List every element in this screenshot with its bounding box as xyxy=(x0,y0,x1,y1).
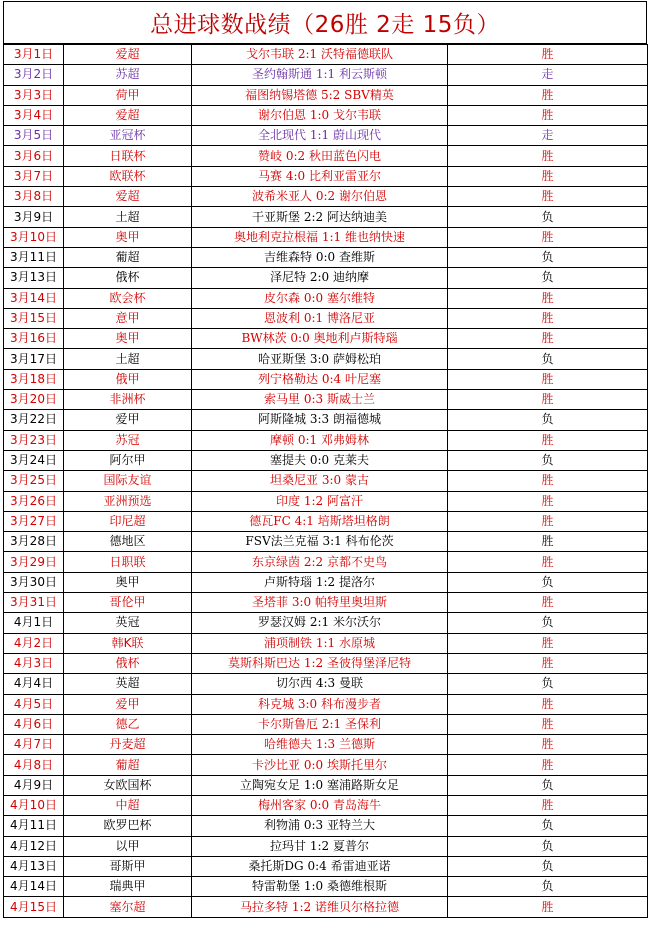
league-cell: 英冠 xyxy=(64,613,192,633)
result-cell: 胜 xyxy=(448,369,648,389)
match-cell: 赞岐 0:2 秋田蓝色闪电 xyxy=(192,146,448,166)
match-cell: 切尔西 4:3 曼联 xyxy=(192,674,448,694)
result-cell: 胜 xyxy=(448,755,648,775)
table-row xyxy=(4,775,648,795)
date-cell: 4月15日 xyxy=(4,897,64,917)
table-row xyxy=(4,207,648,227)
league-cell: 爱超 xyxy=(64,45,192,65)
match-cell: 皮尔森 0:0 塞尔维特 xyxy=(192,288,448,308)
match-cell: 东京绿茵 2:2 京都不史鸟 xyxy=(192,552,448,572)
result-cell: 胜 xyxy=(448,593,648,613)
table-row xyxy=(4,329,648,349)
match-cell: 桑托斯DG 0:4 希雷迪亚诺 xyxy=(192,856,448,876)
result-cell: 负 xyxy=(448,349,648,369)
table-row xyxy=(4,735,648,755)
date-cell: 3月13日 xyxy=(4,268,64,288)
date-cell: 4月14日 xyxy=(4,877,64,897)
result-cell: 胜 xyxy=(448,694,648,714)
date-cell: 3月1日 xyxy=(4,45,64,65)
match-cell: 马赛 4:0 比利亚雷亚尔 xyxy=(192,166,448,186)
date-cell: 3月5日 xyxy=(4,126,64,146)
date-cell: 4月7日 xyxy=(4,735,64,755)
date-cell: 4月12日 xyxy=(4,836,64,856)
result-cell: 胜 xyxy=(448,897,648,917)
result-cell: 负 xyxy=(448,410,648,430)
match-cell: BW林茨 0:0 奥地利卢斯特瑙 xyxy=(192,329,448,349)
result-cell: 胜 xyxy=(448,105,648,125)
result-cell: 走 xyxy=(448,65,648,85)
league-cell: 荷甲 xyxy=(64,85,192,105)
result-cell: 胜 xyxy=(448,329,648,349)
date-cell: 3月10日 xyxy=(4,227,64,247)
match-cell: 德瓦FC 4:1 培斯塔坦格朗 xyxy=(192,511,448,531)
result-cell: 负 xyxy=(448,877,648,897)
league-cell: 爱甲 xyxy=(64,694,192,714)
table-row xyxy=(4,532,648,552)
match-cell: 立陶宛女足 1:0 塞浦路斯女足 xyxy=(192,775,448,795)
league-cell: 苏超 xyxy=(64,65,192,85)
match-cell: 坦桑尼亚 3:0 蒙古 xyxy=(192,471,448,491)
league-cell: 英超 xyxy=(64,674,192,694)
table-row xyxy=(4,795,648,815)
table-row xyxy=(4,674,648,694)
result-cell: 胜 xyxy=(448,390,648,410)
match-cell: 阿斯隆城 3:3 朗福德城 xyxy=(192,410,448,430)
result-cell: 走 xyxy=(448,126,648,146)
date-cell: 3月6日 xyxy=(4,146,64,166)
table-row xyxy=(4,552,648,572)
result-cell: 胜 xyxy=(448,511,648,531)
league-cell: 亚洲预选 xyxy=(64,491,192,511)
date-cell: 3月18日 xyxy=(4,369,64,389)
league-cell: 女欧国杯 xyxy=(64,775,192,795)
table-row xyxy=(4,187,648,207)
league-cell: 非洲杯 xyxy=(64,390,192,410)
league-cell: 国际友谊 xyxy=(64,471,192,491)
table-row xyxy=(4,755,648,775)
date-cell: 3月25日 xyxy=(4,471,64,491)
table-row xyxy=(4,836,648,856)
date-cell: 3月27日 xyxy=(4,511,64,531)
match-cell: 恩波利 0:1 博洛尼亚 xyxy=(192,308,448,328)
table-row xyxy=(4,471,648,491)
result-cell: 胜 xyxy=(448,166,648,186)
match-cell: 福图纳锡塔德 5:2 SBV精英 xyxy=(192,85,448,105)
date-cell: 4月2日 xyxy=(4,633,64,653)
league-cell: 欧会杯 xyxy=(64,288,192,308)
date-cell: 4月4日 xyxy=(4,674,64,694)
date-cell: 3月7日 xyxy=(4,166,64,186)
match-cell: 卢斯特瑙 1:2 提洛尔 xyxy=(192,572,448,592)
results-table-body xyxy=(4,45,648,918)
date-cell: 3月14日 xyxy=(4,288,64,308)
match-cell: 利物浦 0:3 亚特兰大 xyxy=(192,816,448,836)
table-row xyxy=(4,877,648,897)
result-cell: 胜 xyxy=(448,146,648,166)
match-cell: 戈尔韦联 2:1 沃特福德联队 xyxy=(192,45,448,65)
table-row xyxy=(4,613,648,633)
table-row xyxy=(4,511,648,531)
match-cell: 圣塔菲 3:0 帕特里奥坦斯 xyxy=(192,593,448,613)
league-cell: 塞尔超 xyxy=(64,897,192,917)
date-cell: 3月20日 xyxy=(4,390,64,410)
match-cell: 卡沙比亚 0:0 埃斯托里尔 xyxy=(192,755,448,775)
table-row xyxy=(4,288,648,308)
table-row xyxy=(4,247,648,267)
date-cell: 3月17日 xyxy=(4,349,64,369)
result-cell: 负 xyxy=(448,207,648,227)
date-cell: 4月13日 xyxy=(4,856,64,876)
league-cell: 日联杯 xyxy=(64,146,192,166)
result-cell: 胜 xyxy=(448,227,648,247)
date-cell: 3月28日 xyxy=(4,532,64,552)
league-cell: 欧联杯 xyxy=(64,166,192,186)
table-row xyxy=(4,45,648,65)
match-cell: 索马里 0:3 斯威士兰 xyxy=(192,390,448,410)
results-sheet xyxy=(3,1,647,918)
league-cell: 土超 xyxy=(64,207,192,227)
date-cell: 3月8日 xyxy=(4,187,64,207)
date-cell: 3月30日 xyxy=(4,572,64,592)
table-row xyxy=(4,349,648,369)
match-cell: 马拉多特 1:2 诺维贝尔格拉德 xyxy=(192,897,448,917)
league-cell: 日职联 xyxy=(64,552,192,572)
date-cell: 3月16日 xyxy=(4,329,64,349)
match-cell: 列宁格勒达 0:4 叶尼塞 xyxy=(192,369,448,389)
league-cell: 德乙 xyxy=(64,714,192,734)
date-cell: 3月11日 xyxy=(4,247,64,267)
result-cell: 负 xyxy=(448,836,648,856)
league-cell: 爱甲 xyxy=(64,410,192,430)
result-cell: 负 xyxy=(448,816,648,836)
page-title: 总进球数战绩（26胜 2走 15负） xyxy=(3,1,647,44)
league-cell: 德地区 xyxy=(64,532,192,552)
table-row xyxy=(4,126,648,146)
result-cell: 胜 xyxy=(448,633,648,653)
table-row xyxy=(4,856,648,876)
result-cell: 胜 xyxy=(448,187,648,207)
date-cell: 3月26日 xyxy=(4,491,64,511)
match-cell: 摩顿 0:1 邓弗姆林 xyxy=(192,430,448,450)
match-cell: 圣约翰斯通 1:1 利云斯顿 xyxy=(192,65,448,85)
league-cell: 韩K联 xyxy=(64,633,192,653)
date-cell: 4月9日 xyxy=(4,775,64,795)
league-cell: 意甲 xyxy=(64,308,192,328)
league-cell: 阿尔甲 xyxy=(64,450,192,470)
league-cell: 葡超 xyxy=(64,247,192,267)
table-row xyxy=(4,166,648,186)
league-cell: 中超 xyxy=(64,795,192,815)
match-cell: 哈维德夫 1:3 兰德斯 xyxy=(192,735,448,755)
match-cell: 哈亚斯堡 3:0 萨姆松珀 xyxy=(192,349,448,369)
date-cell: 4月8日 xyxy=(4,755,64,775)
match-cell: 波希米亚人 0:2 谢尔伯恩 xyxy=(192,187,448,207)
match-cell: 吉维森特 0:0 查维斯 xyxy=(192,247,448,267)
table-row xyxy=(4,268,648,288)
match-cell: 罗瑟汉姆 2:1 米尔沃尔 xyxy=(192,613,448,633)
date-cell: 3月24日 xyxy=(4,450,64,470)
match-cell: 科克城 3:0 科布漫步者 xyxy=(192,694,448,714)
table-row xyxy=(4,227,648,247)
table-row xyxy=(4,897,648,917)
match-cell: 梅州客家 0:0 青岛海牛 xyxy=(192,795,448,815)
result-cell: 负 xyxy=(448,247,648,267)
match-cell: 浦项制铁 1:1 水原城 xyxy=(192,633,448,653)
result-cell: 胜 xyxy=(448,532,648,552)
league-cell: 爱超 xyxy=(64,105,192,125)
result-cell: 胜 xyxy=(448,308,648,328)
result-cell: 负 xyxy=(448,268,648,288)
match-cell: 谢尔伯恩 1:0 戈尔韦联 xyxy=(192,105,448,125)
match-cell: 全北现代 1:1 蔚山现代 xyxy=(192,126,448,146)
league-cell: 亚冠杯 xyxy=(64,126,192,146)
date-cell: 3月15日 xyxy=(4,308,64,328)
table-row xyxy=(4,390,648,410)
results-table xyxy=(3,44,648,918)
table-row xyxy=(4,653,648,673)
result-cell: 胜 xyxy=(448,471,648,491)
table-row xyxy=(4,572,648,592)
table-row xyxy=(4,633,648,653)
table-row xyxy=(4,816,648,836)
result-cell: 负 xyxy=(448,572,648,592)
result-cell: 负 xyxy=(448,674,648,694)
table-row xyxy=(4,308,648,328)
result-cell: 负 xyxy=(448,613,648,633)
date-cell: 4月6日 xyxy=(4,714,64,734)
result-cell: 胜 xyxy=(448,653,648,673)
result-cell: 负 xyxy=(448,856,648,876)
date-cell: 3月9日 xyxy=(4,207,64,227)
match-cell: 塞提夫 0:0 克莱夫 xyxy=(192,450,448,470)
match-cell: 特雷勒堡 1:0 桑德维根斯 xyxy=(192,877,448,897)
table-row xyxy=(4,430,648,450)
league-cell: 哥斯甲 xyxy=(64,856,192,876)
league-cell: 奥甲 xyxy=(64,227,192,247)
table-row xyxy=(4,146,648,166)
date-cell: 3月4日 xyxy=(4,105,64,125)
date-cell: 3月29日 xyxy=(4,552,64,572)
table-row xyxy=(4,410,648,430)
result-cell: 胜 xyxy=(448,288,648,308)
result-cell: 胜 xyxy=(448,552,648,572)
result-cell: 胜 xyxy=(448,795,648,815)
match-cell: 卡尔斯鲁厄 2:1 圣保利 xyxy=(192,714,448,734)
table-row xyxy=(4,65,648,85)
table-row xyxy=(4,491,648,511)
result-cell: 负 xyxy=(448,775,648,795)
date-cell: 3月31日 xyxy=(4,593,64,613)
result-cell: 胜 xyxy=(448,714,648,734)
match-cell: 奥地利克拉根福 1:1 维也纳快速 xyxy=(192,227,448,247)
date-cell: 4月3日 xyxy=(4,653,64,673)
result-cell: 胜 xyxy=(448,735,648,755)
league-cell: 俄甲 xyxy=(64,369,192,389)
date-cell: 3月23日 xyxy=(4,430,64,450)
result-cell: 负 xyxy=(448,450,648,470)
match-cell: 莫斯科斯巴达 1:2 圣彼得堡泽尼特 xyxy=(192,653,448,673)
league-cell: 土超 xyxy=(64,349,192,369)
league-cell: 以甲 xyxy=(64,836,192,856)
table-row xyxy=(4,105,648,125)
result-cell: 胜 xyxy=(448,85,648,105)
league-cell: 苏冠 xyxy=(64,430,192,450)
match-cell: 干亚斯堡 2:2 阿达纳迪美 xyxy=(192,207,448,227)
match-cell: 拉玛甘 1:2 夏普尔 xyxy=(192,836,448,856)
table-row xyxy=(4,714,648,734)
result-cell: 胜 xyxy=(448,430,648,450)
match-cell: 泽尼特 2:0 迪纳摩 xyxy=(192,268,448,288)
table-row xyxy=(4,593,648,613)
date-cell: 3月2日 xyxy=(4,65,64,85)
date-cell: 4月5日 xyxy=(4,694,64,714)
date-cell: 4月1日 xyxy=(4,613,64,633)
match-cell: 印度 1:2 阿富汗 xyxy=(192,491,448,511)
date-cell: 4月10日 xyxy=(4,795,64,815)
league-cell: 俄杯 xyxy=(64,268,192,288)
result-cell: 胜 xyxy=(448,491,648,511)
league-cell: 俄杯 xyxy=(64,653,192,673)
match-cell: FSV法兰克福 3:1 科布伦茨 xyxy=(192,532,448,552)
table-row xyxy=(4,450,648,470)
table-row xyxy=(4,369,648,389)
league-cell: 奥甲 xyxy=(64,572,192,592)
league-cell: 丹麦超 xyxy=(64,735,192,755)
league-cell: 爱超 xyxy=(64,187,192,207)
league-cell: 奥甲 xyxy=(64,329,192,349)
table-row xyxy=(4,85,648,105)
league-cell: 瑞典甲 xyxy=(64,877,192,897)
date-cell: 3月3日 xyxy=(4,85,64,105)
league-cell: 欧罗巴杯 xyxy=(64,816,192,836)
league-cell: 葡超 xyxy=(64,755,192,775)
league-cell: 印尼超 xyxy=(64,511,192,531)
date-cell: 4月11日 xyxy=(4,816,64,836)
table-row xyxy=(4,694,648,714)
result-cell: 胜 xyxy=(448,45,648,65)
league-cell: 哥伦甲 xyxy=(64,593,192,613)
date-cell: 3月22日 xyxy=(4,410,64,430)
